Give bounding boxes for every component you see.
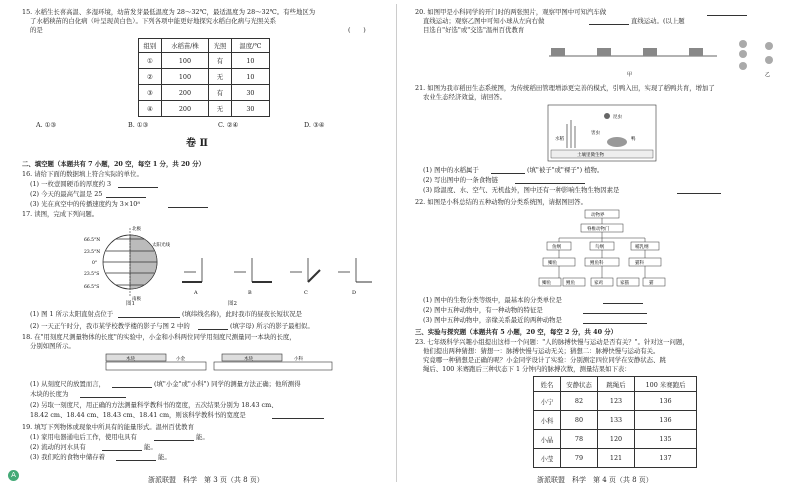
figure-2-caption: 图2 xyxy=(228,301,237,307)
latitude-label: 0° xyxy=(92,261,98,266)
q21-line2: 农业生态经济效益，请回答。 xyxy=(423,93,507,101)
table-header-row xyxy=(139,39,270,53)
table-cell: 82 xyxy=(561,392,598,411)
q16-2: (2) 今天的最高气温是 25 xyxy=(30,190,103,198)
table-row xyxy=(139,53,270,69)
pulse-table xyxy=(533,376,697,468)
table-header-row xyxy=(534,377,697,392)
car-motion-diagram xyxy=(549,48,717,78)
energy-suffix: 能。 xyxy=(158,453,171,461)
table-cell: 120 xyxy=(598,430,635,449)
q15-answer-paren: ( ) xyxy=(348,26,366,34)
wood-block-label: 木块 xyxy=(244,357,253,362)
q17-1b: (填纬线名称)，此时我市的昼夜长短状况是 xyxy=(182,310,303,318)
q18-2b: 18.42 cm、18.44 cm、18.43 cm、18.41 cm，则该科学教科书的宽度是 xyxy=(30,411,246,419)
q15-option-b: B. ①③ xyxy=(128,121,149,129)
tree-node-family: 鲤鱼科 xyxy=(590,261,604,266)
tree-node-box xyxy=(643,278,665,286)
tree-node-class: 哺乳纲 xyxy=(635,245,649,250)
q15-line3: 的是 xyxy=(30,26,43,34)
answer-blank[interactable] xyxy=(154,440,194,441)
answer-blank[interactable] xyxy=(106,197,146,198)
tree-node-family: 猫科 xyxy=(635,261,644,266)
q16-1: (1) 一枚壹圆硬币的厚度约 3 xyxy=(30,180,112,188)
table-row xyxy=(139,85,270,101)
answer-blank[interactable] xyxy=(118,317,180,318)
q18-stem: 18. 在"用刻度尺测量物体的长度"的实验中，小金和小科两位同学用刻度尺测量同一本块的长度， xyxy=(22,333,296,341)
table-cell: ② xyxy=(139,69,162,85)
table-cell: 79 xyxy=(561,449,598,468)
ball-icon xyxy=(765,42,773,50)
table-cell: ③ xyxy=(139,85,162,101)
q20-line3: 直线运动。(以上题 xyxy=(631,17,685,25)
ecosystem-label: 害虫 xyxy=(591,131,600,136)
q23-line3: 究竟哪一种猜想是正确的呢？小金同学设计了实验：分别测定四位同学在安静状态、跳 xyxy=(423,356,666,364)
q18-stem-2: 分别如图所示。 xyxy=(30,342,75,350)
ecosystem-label: 土壤里微生物 xyxy=(577,153,604,158)
table-cell: 136 xyxy=(635,392,697,411)
answer-blank[interactable] xyxy=(583,313,647,314)
q15-option-d: D. ③④ xyxy=(304,121,325,129)
answer-blank[interactable] xyxy=(677,193,721,194)
ball-icon xyxy=(739,62,747,70)
car-icon xyxy=(643,48,657,56)
latitude-label: 23.5°N xyxy=(84,250,101,255)
q22-3: (3) 图中五种动物中，亲缘关系最近的两种动物是 xyxy=(423,316,562,324)
table-row xyxy=(534,449,697,468)
table-row xyxy=(139,69,270,85)
shadow-option-d xyxy=(338,258,372,296)
energy-suffix: 能。 xyxy=(144,443,157,451)
table-row xyxy=(534,392,697,411)
answer-blank[interactable] xyxy=(118,187,158,188)
table-cell: 100 xyxy=(161,53,208,69)
ecosystem-label: 昆虫 xyxy=(613,115,622,120)
latitude-label: 66.5°S xyxy=(84,285,100,290)
figure-label: 乙 xyxy=(765,72,771,78)
tree-node-class: 鸟纲 xyxy=(595,245,604,250)
tree-node-species: 鲤鱼 xyxy=(566,281,575,286)
tree-node-phylum: 脊椎动物门 xyxy=(587,227,610,232)
ball-icon xyxy=(739,50,747,58)
shadow-option-a xyxy=(182,258,202,296)
q18-1: (1) 从刻度尺的放置而言， xyxy=(30,380,105,388)
q17-1: (1) 图 1 所示太阳直射点位于 xyxy=(30,310,114,318)
shadow-option-letter: D xyxy=(352,290,357,296)
answer-blank[interactable] xyxy=(515,183,585,184)
q15-line2: 了水稻秧苗的白化病（叶呈现黄白色）。下列各项中能更好地探究水稻白化病与光照关系 xyxy=(30,17,277,25)
q16-3: (3) 光在真空中的传播速度约为 3×10⁸ xyxy=(30,200,140,208)
page-footer: 浙派联盟 科学 第 4 页（共 8 页） xyxy=(537,476,653,484)
q17-stem: 17. 读图，完成下列问题。 xyxy=(22,210,99,218)
q17-2b: (填字母) 所示的影子最相似。 xyxy=(230,322,314,330)
table-header-cell: 组别 xyxy=(139,39,162,53)
ruler-xiaoke xyxy=(214,354,332,370)
table-cell: 136 xyxy=(635,411,697,430)
table-cell: ④ xyxy=(139,101,162,117)
table-cell: 有 xyxy=(209,53,232,69)
answer-blank[interactable] xyxy=(589,24,629,25)
q15-line1: 15. 水稻生长喜高温、多湿环境，幼苗发芽最低温度为 28～32℃，最适温度为 28～32℃。有些地区为 xyxy=(22,8,316,16)
q23-line1: 23. 七年级科学兴趣小组提出这样一个问题："人的脉搏快慢与运动是否有关？"。针对这一问题， xyxy=(415,338,689,346)
section-title: 卷 Ⅱ xyxy=(186,138,208,149)
q21-1: (1) 图中的水稻属于 xyxy=(423,166,479,174)
table-cell: 78 xyxy=(561,430,598,449)
q23-line4: 绳后、100 米赛跑后三种状态下 1 分钟内的脉搏次数，测量结果如下表： xyxy=(423,365,631,373)
q18-1c: 木块的长度为 xyxy=(30,390,69,398)
wood-block xyxy=(106,354,166,361)
q21-1b: (填"被子"或"裸子") 植物。 xyxy=(527,166,604,174)
q18-2: (2) 另取一刻度尺，用正确的方法测量科学教科书的宽度，五次结果分别为 18.43 cm、 xyxy=(30,401,278,409)
shadow-options-figure xyxy=(178,252,378,298)
table-cell: 有 xyxy=(209,85,232,101)
answer-blank[interactable] xyxy=(272,418,324,419)
answer-blank[interactable] xyxy=(707,15,747,16)
q20-line4: 目选自"好选"或"交选"温州百优教育 xyxy=(423,26,525,34)
figure-label: 甲 xyxy=(627,72,633,78)
table-header-cell: 水稻苗/株 xyxy=(161,39,208,53)
table-cell: 100 xyxy=(161,69,208,85)
fill-heading: 二、填空题（本题共有 7 小题，20 空，每空 1 分，共 20 分） xyxy=(22,160,205,168)
answer-blank[interactable] xyxy=(603,303,643,304)
answer-blank[interactable] xyxy=(583,323,647,324)
q23-line2: 他们提出两种猜想：猜想一：脉搏快慢与运动无关；猜想二：脉搏快慢与运动有关。 xyxy=(423,347,660,355)
table-cell: 30 xyxy=(231,85,269,101)
ball-icon xyxy=(739,40,747,48)
table-cell: 200 xyxy=(161,85,208,101)
ecosystem-label: 水稻 xyxy=(555,137,564,142)
table-cell: 80 xyxy=(561,411,598,430)
answer-blank[interactable] xyxy=(80,397,126,398)
table-cell: 121 xyxy=(598,449,635,468)
tree-node-species: 猫 xyxy=(649,281,654,286)
q21-3: (3) 除温度、水、空气、无机盐外，图中还有一种影响生物生物因素是 xyxy=(423,186,620,194)
answer-blank[interactable] xyxy=(491,173,525,174)
table-cell: ① xyxy=(139,53,162,69)
ruler-xiaojin xyxy=(106,354,206,370)
latitude-label: 23.5°S xyxy=(84,272,100,277)
table-header-cell: 光照 xyxy=(209,39,232,53)
duck-icon xyxy=(607,137,627,147)
ball-motion-diagram xyxy=(739,40,773,78)
table-cell: 30 xyxy=(231,101,269,117)
ecosystem-label: 鸭 xyxy=(631,137,636,142)
q21-line1: 21. 如图为我市稻田生态系统图，为传统稻田管理增添更完善的模式，引鸭入田，实现了稻鸭共育，增加了 xyxy=(415,84,715,92)
q19-stem: 19. 填写下列物体或现象中所具有的能量形式。温州百优教育 xyxy=(22,423,194,431)
shadow-option-letter: B xyxy=(248,290,252,296)
rice-duck-ecosystem-figure xyxy=(547,104,657,162)
car-icon xyxy=(551,48,565,56)
north-pole-label: 北极 xyxy=(132,227,141,232)
table-cell: 10 xyxy=(231,53,269,69)
table-cell: 小科 xyxy=(534,411,561,430)
table-header-cell: 跳绳后 xyxy=(598,377,635,392)
tree-node-root: 动物界 xyxy=(591,213,605,218)
ruler-body xyxy=(106,362,206,370)
table-row xyxy=(139,101,270,117)
q22-2: (2) 图中五种动物中，有一种动物的特征是 xyxy=(423,306,543,314)
table-cell: 小宁 xyxy=(534,392,561,411)
tree-node-species: 鲫鱼 xyxy=(542,281,551,286)
table-cell: 135 xyxy=(635,430,697,449)
q21-2: (2) 写出图中的一条食物链 xyxy=(423,176,498,184)
table-header-cell: 100 米赛跑后 xyxy=(635,377,697,392)
tree-node-species: 家鸡 xyxy=(594,281,603,286)
car-icon xyxy=(597,48,611,56)
tree-node-family: 鲫鱼 xyxy=(548,261,557,266)
table-cell: 无 xyxy=(209,69,232,85)
q18-1b: (填"小金"或"小科") 同学的测量方法正确；他所测得 xyxy=(154,380,301,388)
tree-node-box xyxy=(629,258,661,266)
tree-node-class: 鱼纲 xyxy=(552,245,561,250)
table-row xyxy=(534,430,697,449)
table-cell: 10 xyxy=(231,69,269,85)
answer-blank[interactable] xyxy=(102,450,142,451)
q15-table xyxy=(138,38,270,117)
ball-icon xyxy=(765,56,773,64)
shadow-option-c xyxy=(290,258,320,296)
q17-2: (2) 一天正午时分，我市某学校教学楼的影子与图 2 中的 xyxy=(30,322,190,330)
q22-1: (1) 图中的生物分类等级中，最基本的分类单位是 xyxy=(423,296,562,304)
q15-option-c: C. ②④ xyxy=(218,121,239,129)
table-cell: 小莹 xyxy=(534,449,561,468)
insect-icon xyxy=(604,113,610,119)
table-cell: 无 xyxy=(209,101,232,117)
sunlight-label: 太阳光线 xyxy=(152,243,170,248)
q19-2: (2) 流动的河水具有 xyxy=(30,443,86,451)
south-pole-label: 南极 xyxy=(132,297,141,302)
table-header-cell: 安静状态 xyxy=(561,377,598,392)
car-icon xyxy=(689,48,703,56)
table-cell: 小晶 xyxy=(534,430,561,449)
ruler-body xyxy=(214,362,332,370)
experiment-heading: 三、实验与探究题（本题共有 5 小题，20 空，每空 2 分，共 40 分） xyxy=(415,328,618,336)
q20-motion-figure xyxy=(547,36,787,80)
table-header-cell: 温度/℃ xyxy=(231,39,269,53)
table-cell: 137 xyxy=(635,449,697,468)
wood-block-label: 木块 xyxy=(126,357,135,362)
table-header-cell: 姓名 xyxy=(534,377,561,392)
shadow-option-letter: A xyxy=(194,290,198,296)
q19-3: (3) 我们吃的食物中储存着 xyxy=(30,453,105,461)
table-cell: 200 xyxy=(161,101,208,117)
page-badge: A xyxy=(8,470,19,481)
shadow-option-b xyxy=(234,258,272,296)
table-row xyxy=(534,411,697,430)
answer-blank[interactable] xyxy=(168,207,208,208)
q22-stem: 22. 如图是小科总结的五种动物的分类系统图，请据图回答。 xyxy=(415,198,587,206)
latitude-label: 66.5°N xyxy=(84,238,101,243)
q19-1: (1) 家用电器通电后工作，使用电具有 xyxy=(30,433,137,441)
answer-blank[interactable] xyxy=(116,460,156,461)
q16-stem: 16. 请给下面的数据填上符合实际的单位。 xyxy=(22,170,143,178)
student-label: 小金 xyxy=(176,357,185,362)
answer-blank[interactable] xyxy=(112,387,152,388)
table-cell: 123 xyxy=(598,392,635,411)
page-footer: 浙派联盟 科学 第 3 页（共 8 页） xyxy=(148,476,264,484)
q15-option-a: A. ①③ xyxy=(36,121,57,129)
energy-suffix: 能。 xyxy=(196,433,209,441)
q20-line2: 直线运动；观察乙图中可知小球从左向右做 xyxy=(423,17,545,25)
answer-blank[interactable] xyxy=(198,329,228,330)
student-label: 小科 xyxy=(294,357,303,362)
exam-page-right xyxy=(397,0,794,489)
tree-node-species: 家猫 xyxy=(620,281,629,286)
animal-classification-tree xyxy=(537,208,667,304)
shadow-option-letter: C xyxy=(304,290,308,296)
table-cell: 133 xyxy=(598,411,635,430)
earth-illumination-figure xyxy=(82,222,177,302)
q20-line1: 20. 如图甲是小科同学的开门时的两张照片，观察甲图中可知汽车做 xyxy=(415,8,607,16)
rulers-figure xyxy=(104,352,344,376)
figure-1-caption: 图1 xyxy=(126,301,135,307)
